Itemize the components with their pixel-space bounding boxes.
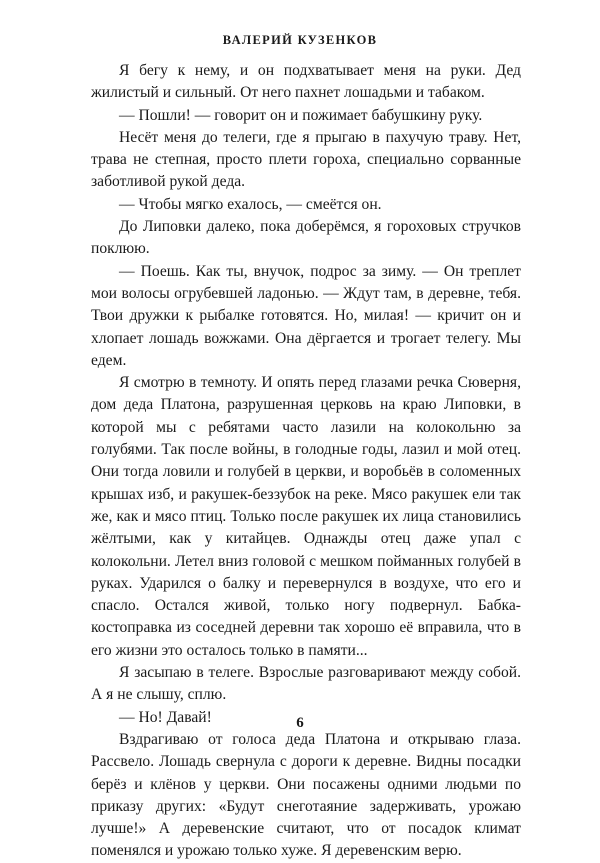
paragraph: — Но! Давай! (119, 708, 212, 726)
page-number: 6 (296, 715, 304, 731)
paragraph: До Липовки далеко, пока доберёмся, я гороховых стручков поклюю. (91, 218, 521, 258)
paragraph: Вздрагиваю от голоса деда Платона и открываю глаза. Рассвело. Лошадь свернула с дороги к деревне. Видны посадки берёз и клёнов у церкви. Они посажены одними людьми по приказу других: «Будут снеготаяние задерживать, урожаю лучше!» А деревенские считают, что от посадок климат поменялся и урожаю только хуже. Я деревенским верю. (91, 730, 521, 860)
paragraph: Я засыпаю в телеге. Взрослые разговаривают между собой. А я не слышу, сплю. (91, 664, 521, 704)
running-head: ВАЛЕРИЙ КУЗЕНКОВ (222, 33, 378, 47)
paragraph: — Чтобы мягко ехалось, — смеётся он. (119, 195, 382, 213)
body-text (91, 60, 521, 863)
paragraph: Несёт меня до телеги, где я прыгаю в пахучую траву. Нет, трава не степная, просто плети гороха, специально сорванные заботливой рукой деда. (91, 128, 521, 191)
paragraph: — Поешь. Как ты, внучок, подрос за зиму. — Он треплет мои волосы огрубевшей ладонью. — Ждут там, в деревне, тебя. Твои дружки к рыбалке готовятся. Но, милая! — кричит он и хлопает лошадь вожжами. Она дёргается и трогает телегу. Мы едем. (91, 262, 521, 369)
paragraph: Я смотрю в темноту. И опять перед глазами речка Сюверня, дом деда Платона, разрушенная церковь на краю Липовки, в которой мы с ребятами часто лазили на колокольню за голубями. Так после войны, в голодные годы, лазил и мой отец. Они тогда ловили и голубей в церкви, и воробьёв в соломенных крышах изб, и ракушек-беззубок на реке. Мясо ракушек ели так же, как и мясо птиц. Только после ракушек их лица становились жёлтыми, как у китайцев. Однажды отец даже упал с колокольни. Летел вниз головой с мешком пойманных голубей в руках. Ударился о балку и перевернулся в воздухе, что его и спасло. Остался живой, только ногу подвернул. Бабка-костоправка из соседней деревни так хорошо её вправила, что в его жизни это осталось только в памяти... (91, 374, 521, 659)
paragraph: — Пошли! — говорит он и пожимает бабушкину руку. (119, 106, 483, 124)
paragraph: Я бегу к нему, и он подхватывает меня на руки. Дед жилистый и сильный. От него пахнет лошадьми и табаком. (91, 62, 521, 102)
